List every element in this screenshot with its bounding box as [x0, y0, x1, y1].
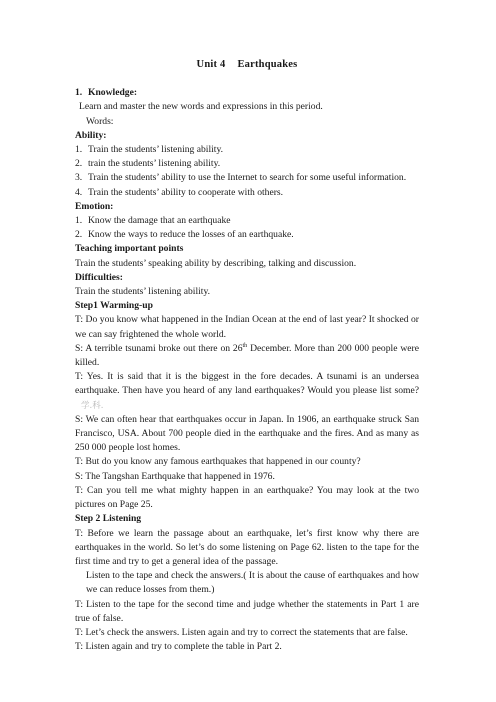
watermark: 学.科. [81, 400, 104, 411]
title-topic: Earthquakes [237, 59, 298, 70]
knowledge-label: Knowledge: [88, 87, 138, 99]
item-text: Train the students’ ability to use the Internet to search for some useful information. [88, 172, 407, 184]
lesson-plan [75, 58, 419, 654]
step1-paragraph: T: But do you know any famous earthquakes that happened in our county? [75, 456, 361, 468]
ability-label: Ability: [75, 129, 107, 141]
item-number: 2. [75, 229, 83, 241]
paragraph-text: T: Yes. It is said that it is the biggest in the fore decades. A tsunami is an undersea earthquake. Then have you heard of any land earthquakes? Would you please list some? [75, 371, 419, 397]
list-item [75, 171, 419, 185]
ordinal-suffix: th [242, 342, 248, 349]
step2-paragraph: T: Listen to the tape for the second time and judge whether the statements in Part 1 are true of false. [75, 598, 419, 624]
paragraph-text: S: A terrible tsunami broke out there on 26 [75, 342, 243, 354]
list-item [75, 157, 419, 171]
step1-paragraph [75, 342, 419, 370]
step1-paragraph: T: Do you know what happened in the Indian Ocean at the end of last year? It shocked or we can say frightened the whole world. [75, 314, 419, 340]
emotion-list [75, 214, 419, 242]
list-item [75, 214, 419, 228]
item-number: 1. [75, 215, 83, 227]
item-number: 1. [75, 144, 83, 156]
item-number: 4. [75, 186, 83, 198]
item-text: Know the ways to reduce the losses of an earthquake. [88, 229, 294, 241]
step1-paragraph: T: Can you tell me what mighty happen in an earthquake? You may look at the two pictures on Page 25. [75, 484, 419, 511]
knowledge-number: 1. [75, 87, 83, 99]
title-unit: Unit 4 [196, 59, 226, 70]
item-text: Train the students’ ability to cooperate with others. [88, 186, 284, 198]
emotion-label: Emotion: [75, 200, 114, 212]
knowledge-text: Learn and master the new words and expressions in this period. [79, 101, 323, 113]
step2-paragraph: T: Let’s check the answers. Listen again and try to correct the statements that are false. [75, 626, 408, 638]
knowledge-section [75, 86, 419, 100]
important-points-text: Train the students’ speaking ability by describing, talking and discussion. [75, 257, 357, 269]
words-label: Words: [86, 115, 114, 127]
step1-paragraph: S: We can often hear that earthquakes occur in Japan. In 1906, an earthquake struck San Francisco, USA. About 700 people died in the earthquake and the fires. And as many as 250 000 people lost homes. [75, 413, 419, 454]
list-item [75, 228, 419, 242]
knowledge-heading [75, 86, 419, 100]
difficulties-text: Train the students’ listening ability. [75, 286, 211, 298]
step1-heading: Step1 Warming-up [75, 300, 153, 312]
page-title [75, 58, 419, 72]
step1-paragraph [75, 370, 419, 413]
important-points-label: Teaching important points [75, 243, 184, 255]
step2-paragraph: Listen to the tape and check the answers.( It is about the cause of earthquakes and how we can reduce losses from them.) [86, 570, 419, 596]
step2-heading: Step 2 Listening [75, 513, 142, 525]
difficulties-label: Difficulties: [75, 271, 123, 283]
item-number: 2. [75, 158, 83, 170]
item-text: Train the students’ listening ability. [88, 144, 224, 156]
ability-list [75, 143, 419, 200]
list-item [75, 186, 419, 200]
item-number: 3. [75, 172, 83, 184]
list-item [75, 143, 419, 157]
paragraph-text: December. More than 200 000 people were killed. [75, 342, 419, 369]
step2-paragraph: T: Before we learn the passage about an earthquake, let’s first know why there are earthquakes in the world. So let’s do some listening on Page 62. listen to the tape for the first time and try to get a general idea of the passage. [75, 527, 419, 567]
step2-paragraph: T: Listen again and try to complete the table in Part 2. [75, 641, 282, 653]
step1-paragraph: S: The Tangshan Earthquake that happened in 1976. [75, 470, 275, 482]
item-text: train the students’ listening ability. [88, 158, 221, 170]
item-text: Know the damage that an earthquake [88, 215, 231, 227]
